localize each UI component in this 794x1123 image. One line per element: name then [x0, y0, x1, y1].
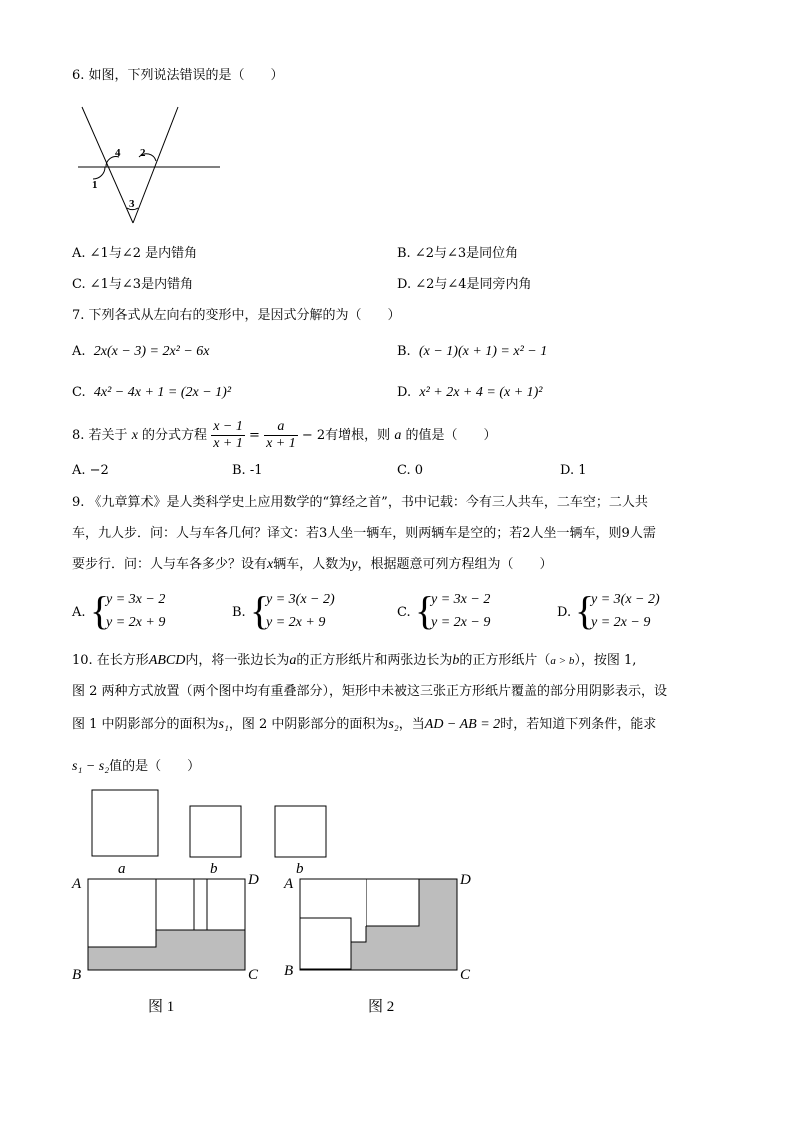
q8-option-a: A. −2 [72, 463, 109, 478]
q7-option-c [72, 384, 231, 402]
q10-l1-cond: a > b [550, 655, 575, 667]
q6-option-a: A. ∠1与∠2 是内错角 [72, 246, 198, 261]
q9-line-1: 9. 《九章算术》是人类科学史上应用数学的“算经之首”，书中记载：今有三人共车，二车空；二人共 [72, 495, 648, 510]
label-b-2: b [296, 861, 304, 877]
q6-option-d: D. ∠2与∠4是同旁内角 [397, 277, 532, 292]
q9-b-eq1: y = 3(x − 2) [266, 592, 335, 607]
q9-d-label: D. [557, 605, 572, 620]
q10-l3-cond: AD − AB = 2 [424, 717, 501, 732]
q7-a-label: A. [72, 344, 86, 359]
q7-stem: 7. 下列各式从左向右的变形中，是因式分解的为（ ） [72, 308, 401, 323]
q8-frac2-num: a [264, 419, 298, 436]
angle-1-label: 1 [92, 179, 98, 191]
q9-c-label: C. [397, 605, 411, 620]
q10-l4-rest: 值的是（ ） [109, 759, 201, 774]
q10-l3-c: ，当 [398, 717, 425, 732]
q10-l1-va: a [289, 653, 297, 668]
q9-var-y: y [351, 557, 358, 572]
q9-var-x: x [267, 557, 274, 572]
fig2-label-C: C [460, 967, 471, 983]
q7-option-d [397, 384, 543, 402]
fig1-label-A: A [72, 876, 82, 892]
figure-2 [283, 872, 471, 1015]
fig2-label-B: B [284, 963, 294, 979]
q6-option-b: B. ∠2与∠3是同位角 [397, 246, 519, 261]
q10-l3-d: 时，若知道下列条件，能求 [500, 717, 657, 732]
q10-l1-d: 的正方形纸片（ [459, 653, 551, 668]
q7-a-expr: 2x(x − 3) = 2x² − 6x [93, 344, 210, 359]
q9-b-label: B. [232, 605, 246, 620]
q8-frac1-num: x − 1 [213, 419, 243, 434]
fig2-label-A: A [284, 876, 294, 892]
q9-line-2: 车，九人步．问：人与车各几何？译文：若3人坐一辆车，则两辆车是空的；若2人坐一辆车，则9人需 [72, 526, 656, 541]
q10-line-1 [72, 652, 636, 670]
q7-option-b [397, 343, 547, 361]
q8-frac2-den: x + 1 [266, 436, 296, 451]
q6-option-c: C. ∠1与∠3是内错角 [72, 277, 194, 292]
q9-a-label: A. [72, 605, 86, 620]
angle-3-label: 3 [129, 198, 135, 210]
q9-line-3 [72, 556, 552, 574]
q8-option-b: B. -1 [232, 463, 263, 478]
q9-c-eq2: y = 2x − 9 [431, 615, 491, 630]
label-b-1: b [210, 861, 218, 877]
q10-l4-expr: s₁ − s₂ [72, 759, 110, 774]
q9-d-eq2: y = 2x − 9 [591, 615, 651, 630]
q9-line3-b: 辆车，人数为 [273, 557, 352, 572]
q7-c-expr: 4x² − 4x + 1 = (2x − 1)² [93, 385, 232, 400]
q8-stem [72, 418, 496, 454]
q9-a-eq2: y = 2x + 9 [106, 615, 166, 630]
fig1-label-D: D [248, 872, 259, 888]
q8-eq: = [249, 428, 260, 443]
q9-line3-c: ，根据题意可列方程组为（ ） [357, 557, 553, 572]
q7-d-expr: x² + 2x + 4 = (x + 1)² [419, 385, 543, 400]
q9-b-eq2: y = 2x + 9 [266, 615, 326, 630]
q8-frac1-den: x + 1 [213, 436, 243, 451]
q10-l1-rect: ABCD [148, 653, 186, 668]
q8-option-d: D. 1 [560, 463, 587, 478]
q10-l1-c: 的正方形纸片和两张边长为 [296, 653, 453, 668]
q10-line-3 [72, 716, 656, 734]
q8-stem-end: 的值是（ ） [405, 428, 497, 443]
q7-c-label: C. [72, 385, 86, 400]
fig2-caption: 图 2 [368, 999, 395, 1015]
q6-figure [78, 105, 228, 230]
q10-l3-b: ，图 2 中阴影部分的面积为 [228, 717, 389, 732]
q8-fraction-2 [264, 419, 298, 452]
angle-4-label: 4 [115, 147, 121, 159]
q10-l1-a: 10. 在长方形 [72, 653, 149, 668]
q9-b-brace: { [250, 588, 270, 633]
q9-a-brace: { [90, 588, 110, 633]
q9-d-brace: { [575, 588, 595, 633]
q7-b-expr: (x − 1)(x + 1) = x² − 1 [418, 344, 548, 359]
q7-b-label: B. [397, 344, 411, 359]
q10-l1-b: 内，将一张边长为 [185, 653, 290, 668]
label-a: a [118, 861, 126, 877]
square-b-1 [190, 806, 241, 857]
square-a [92, 790, 158, 856]
fig2-label-D: D [460, 872, 471, 888]
q7-d-label: D. [397, 385, 412, 400]
q9-line3-a: 要步行．问：人与车各多少？设有 [72, 557, 268, 572]
q8-var-x: x [131, 428, 138, 443]
q8-stem-pre: 8. 若关于 [72, 428, 128, 443]
q9-d-eq1: y = 3(x − 2) [591, 592, 660, 607]
q10-l1-e: ），按图 1, [574, 653, 637, 668]
q9-c-brace: { [415, 588, 435, 633]
q10-l3-a: 图 1 中阴影部分的面积为 [72, 717, 219, 732]
fig1-label-B: B [72, 967, 82, 983]
q8-option-c: C. 0 [397, 463, 424, 478]
q10-figures [60, 785, 500, 1025]
q8-var-a: a [394, 428, 402, 443]
figure-1 [71, 872, 259, 1015]
q7-option-a [72, 343, 210, 361]
q9-c-eq1: y = 3x − 2 [431, 592, 491, 607]
q6-stem: 6. 如图，下列说法错误的是（ ） [72, 68, 284, 83]
q10-l3-s2: s₂ [388, 717, 399, 732]
q10-line-4 [72, 758, 200, 776]
q10-l3-s1: s₁ [218, 717, 229, 732]
q10-l1-vb: b [452, 653, 460, 668]
q8-fraction-1 [211, 419, 245, 452]
q8-stem-mid: 的分式方程 [142, 428, 208, 443]
fig1-label-C: C [248, 967, 259, 983]
fig1-caption: 图 1 [148, 999, 175, 1015]
q9-a-eq1: y = 3x − 2 [106, 592, 166, 607]
square-b-2 [275, 806, 326, 857]
angle-2-label: 2 [140, 147, 146, 159]
q10-line-2: 图 2 两种方式放置（两个图中均有重叠部分），矩形中未被这三张正方形纸片覆盖的部分用阴影表示，设 [72, 684, 668, 699]
q8-stem-after: − 2有增根，则 [301, 428, 391, 443]
